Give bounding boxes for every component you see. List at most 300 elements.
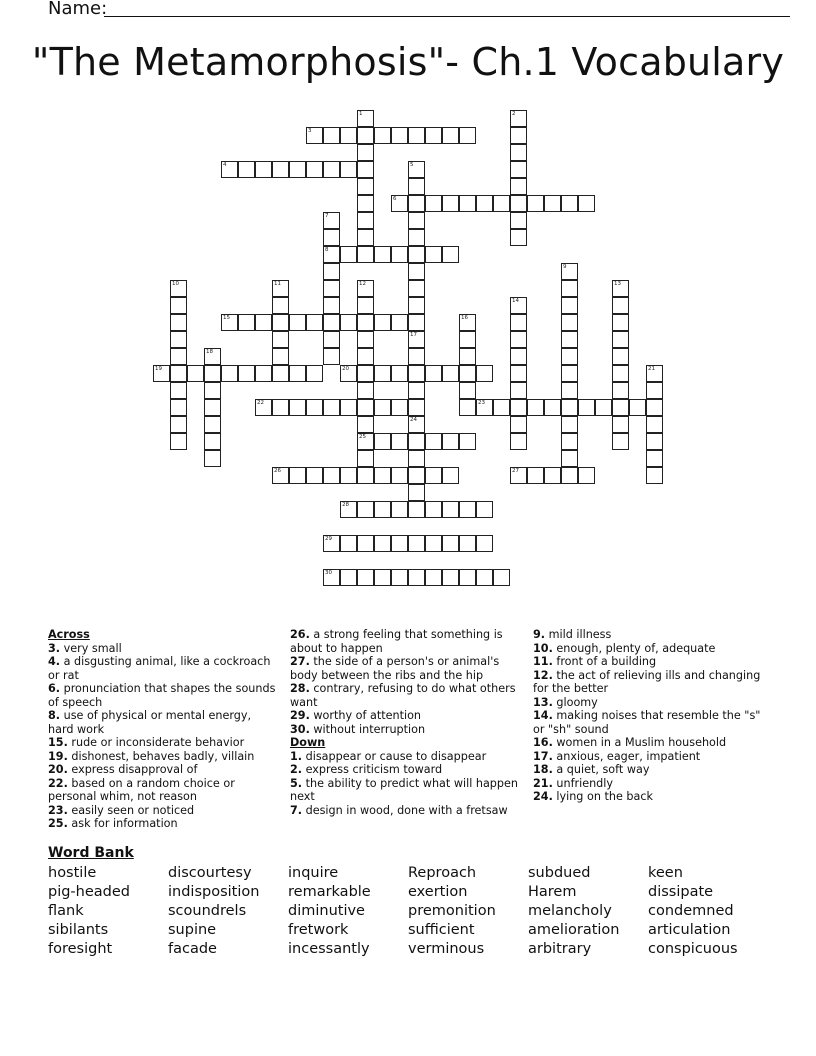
grid-cell: [391, 535, 408, 552]
grid-cell: [425, 501, 442, 518]
clue-number-23: 23: [478, 400, 485, 406]
grid-cell: [442, 535, 459, 552]
grid-cell: [510, 348, 527, 365]
clue-text: a disgusting animal, like a cockroach or rat: [48, 655, 271, 682]
clue-text: a strong feeling that something is about to happen: [290, 628, 503, 655]
grid-cell: [544, 195, 561, 212]
grid-cell: [323, 399, 340, 416]
clue-number-6: 6: [393, 196, 397, 202]
grid-cell: [238, 161, 255, 178]
grid-cell: [510, 331, 527, 348]
word-bank-item: discourtesy: [168, 865, 252, 881]
down-clue: [533, 642, 773, 656]
grid-cell: [459, 127, 476, 144]
down-clue: [533, 777, 773, 791]
grid-cell: [374, 365, 391, 382]
grid-cell: [272, 365, 289, 382]
grid-cell: [357, 161, 374, 178]
grid-cell: [459, 535, 476, 552]
clue-number: 22.: [48, 776, 68, 790]
clue-number: 11.: [533, 655, 553, 668]
grid-cell: [323, 297, 340, 314]
clue-number-22: 22: [257, 400, 264, 406]
clue-text: making noises that resemble the "s" or "sh" sound: [533, 709, 761, 736]
grid-cell: [510, 416, 527, 433]
grid-cell: [255, 161, 272, 178]
grid-cell: [408, 229, 425, 246]
grid-cell: [510, 314, 527, 331]
grid-cell: [408, 535, 425, 552]
word-bank-item: scoundrels: [168, 903, 247, 919]
grid-cell: [544, 399, 561, 416]
clue-number-17: 17: [410, 332, 417, 338]
grid-cell: [612, 365, 629, 382]
grid-cell: [527, 399, 544, 416]
grid-cell: [408, 365, 425, 382]
down-clue: [533, 628, 773, 642]
clue-number: 14.: [533, 709, 553, 722]
clue-number: 19.: [48, 749, 68, 763]
down-clue: [533, 750, 773, 764]
grid-cell: [595, 399, 612, 416]
grid-cell: [374, 569, 391, 586]
grid-cell: [255, 365, 272, 382]
grid-cell: [408, 467, 425, 484]
grid-cell: [408, 263, 425, 280]
grid-cell: [306, 399, 323, 416]
grid-cell: [425, 535, 442, 552]
grid-cell: [374, 399, 391, 416]
clue-number-16: 16: [461, 315, 468, 321]
grid-cell: [255, 314, 272, 331]
grid-cell: [357, 501, 374, 518]
grid-cell: [170, 314, 187, 331]
grid-cell: [561, 297, 578, 314]
clue-number: 7.: [290, 803, 303, 817]
grid-cell: [289, 467, 306, 484]
clue-number-19: 19: [155, 366, 162, 372]
clue-text: women in a Muslim household: [552, 736, 727, 749]
down-clue: [533, 763, 773, 777]
grid-cell: [578, 195, 595, 212]
grid-cell: [391, 399, 408, 416]
across-clue: [290, 709, 522, 723]
grid-cell: [391, 127, 408, 144]
across-clue: [48, 682, 278, 709]
grid-cell: [612, 382, 629, 399]
grid-cell: [374, 127, 391, 144]
down-clue: [290, 804, 522, 818]
word-bank-item: Harem: [528, 884, 577, 900]
grid-cell: [408, 280, 425, 297]
word-bank-item: sibilants: [48, 922, 109, 938]
clue-text: disappear or cause to disappear: [302, 749, 487, 763]
grid-cell: [357, 399, 374, 416]
clue-text: very small: [60, 641, 122, 655]
grid-cell: [340, 569, 357, 586]
grid-cell: [561, 365, 578, 382]
down-clue: [533, 655, 773, 669]
grid-cell: [510, 229, 527, 246]
grid-cell: [272, 297, 289, 314]
clue-text: a quiet, soft way: [552, 763, 650, 776]
grid-cell: [204, 382, 221, 399]
word-bank-item: conspicuous: [648, 941, 738, 957]
grid-cell: [357, 195, 374, 212]
grid-cell: [170, 433, 187, 450]
grid-cell: [357, 382, 374, 399]
grid-cell: [578, 467, 595, 484]
grid-cell: [323, 314, 340, 331]
grid-cell: [340, 314, 357, 331]
grid-cell: [408, 127, 425, 144]
word-bank-item: melancholy: [528, 903, 612, 919]
clue-number-8: 8: [325, 247, 329, 253]
clue-number-1: 1: [359, 111, 363, 117]
grid-cell: [340, 535, 357, 552]
clue-number-14: 14: [512, 298, 519, 304]
grid-cell: [306, 365, 323, 382]
down-clue: [533, 790, 773, 804]
grid-cell: [408, 450, 425, 467]
clue-number-5: 5: [410, 162, 414, 168]
grid-cell: [357, 144, 374, 161]
word-bank-item: hostile: [48, 865, 97, 881]
grid-cell: [561, 433, 578, 450]
grid-cell: [170, 365, 187, 382]
clue-number: 9.: [533, 628, 546, 641]
clue-text: express criticism toward: [302, 763, 443, 776]
grid-cell: [391, 246, 408, 263]
grid-cell: [391, 467, 408, 484]
grid-cell: [306, 314, 323, 331]
word-bank-item: dissipate: [648, 884, 714, 900]
clue-number-29: 29: [325, 536, 332, 542]
grid-cell: [646, 399, 663, 416]
grid-cell: [425, 569, 442, 586]
grid-cell: [374, 501, 391, 518]
word-bank-item: Reproach: [408, 865, 477, 881]
grid-cell: [408, 433, 425, 450]
word-bank-item: foresight: [48, 941, 113, 957]
clue-text: dishonest, behaves badly, villain: [67, 749, 255, 763]
grid-cell: [340, 246, 357, 263]
grid-cell: [238, 314, 255, 331]
grid-cell: [357, 467, 374, 484]
grid-cell: [272, 161, 289, 178]
down-clue: [290, 777, 522, 804]
clue-text: ask for information: [67, 817, 178, 830]
grid-cell: [442, 501, 459, 518]
grid-cell: [476, 195, 493, 212]
across-clue: [290, 723, 522, 737]
clue-text: the side of a person's or animal's body between the ribs and the hip: [290, 655, 500, 682]
clue-number-21: 21: [648, 366, 655, 372]
grid-cell: [408, 399, 425, 416]
across-clue: [290, 628, 522, 655]
down-clue: [290, 763, 522, 777]
grid-cell: [340, 467, 357, 484]
word-bank-item: indisposition: [168, 884, 260, 900]
grid-cell: [527, 467, 544, 484]
clue-text: without interruption: [309, 722, 426, 736]
grid-cell: [374, 314, 391, 331]
grid-cell: [340, 399, 357, 416]
clue-number-24: 24: [410, 417, 417, 423]
word-bank-item: flank: [48, 903, 84, 919]
word-bank-item: inquire: [288, 865, 339, 881]
clue-text: the ability to predict what will happen next: [290, 776, 518, 803]
clue-number: 2.: [290, 763, 303, 776]
grid-cell: [578, 399, 595, 416]
grid-cell: [425, 365, 442, 382]
grid-cell: [476, 501, 493, 518]
grid-cell: [459, 331, 476, 348]
grid-cell: [323, 348, 340, 365]
clue-text: the act of relieving ills and changing for the better: [533, 668, 761, 695]
clue-text: rude or inconsiderate behavior: [67, 736, 245, 749]
grid-cell: [459, 433, 476, 450]
grid-cell: [391, 314, 408, 331]
grid-cell: [289, 161, 306, 178]
clue-number: 15.: [48, 736, 68, 749]
grid-cell: [204, 450, 221, 467]
across-clue: [48, 655, 278, 682]
grid-cell: [510, 433, 527, 450]
down-clue: [533, 696, 773, 710]
grid-cell: [425, 246, 442, 263]
clue-number-20: 20: [342, 366, 349, 372]
grid-cell: [561, 399, 578, 416]
grid-cell: [357, 127, 374, 144]
grid-cell: [561, 416, 578, 433]
grid-cell: [391, 569, 408, 586]
grid-cell: [561, 450, 578, 467]
grid-cell: [187, 365, 204, 382]
grid-cell: [425, 195, 442, 212]
clue-number-2: 2: [512, 111, 516, 117]
clue-number: 24.: [533, 790, 553, 803]
grid-cell: [391, 433, 408, 450]
grid-cell: [357, 212, 374, 229]
grid-cell: [459, 365, 476, 382]
grid-cell: [323, 229, 340, 246]
clue-number-27: 27: [512, 468, 519, 474]
word-bank-title: Word Bank: [48, 845, 134, 861]
clue-number-28: 28: [342, 502, 349, 508]
clue-number-7: 7: [325, 213, 329, 219]
clue-number-25: 25: [359, 434, 366, 440]
clue-number: 27.: [290, 655, 310, 668]
grid-cell: [544, 467, 561, 484]
grid-cell: [357, 246, 374, 263]
down-clue: [533, 669, 773, 696]
grid-cell: [459, 382, 476, 399]
clue-number: 13.: [533, 695, 553, 709]
grid-cell: [272, 331, 289, 348]
clue-number-4: 4: [223, 162, 227, 168]
grid-cell: [646, 382, 663, 399]
clue-number: 26.: [290, 628, 310, 641]
grid-cell: [442, 365, 459, 382]
grid-cell: [408, 348, 425, 365]
grid-cell: [357, 178, 374, 195]
grid-cell: [374, 467, 391, 484]
clue-number: 30.: [290, 722, 310, 736]
grid-cell: [510, 212, 527, 229]
word-bank-item: diminutive: [288, 903, 365, 919]
grid-cell: [442, 433, 459, 450]
clue-text: gloomy: [552, 695, 598, 709]
grid-cell: [408, 484, 425, 501]
clue-number-10: 10: [172, 281, 179, 287]
word-bank-item: condemned: [648, 903, 734, 919]
grid-cell: [493, 399, 510, 416]
clue-text: enough, plenty of, adequate: [552, 641, 716, 655]
across-clue: [290, 682, 522, 709]
grid-cell: [323, 331, 340, 348]
across-clue: [48, 777, 278, 804]
grid-cell: [357, 229, 374, 246]
down-clue: [533, 736, 773, 750]
grid-cell: [374, 433, 391, 450]
grid-cell: [306, 467, 323, 484]
grid-cell: [340, 161, 357, 178]
clue-text: anxious, eager, impatient: [552, 749, 701, 763]
clue-text: easily seen or noticed: [67, 803, 195, 817]
grid-cell: [204, 416, 221, 433]
clue-text: contrary, refusing to do what others want: [290, 682, 516, 709]
clue-number: 12.: [533, 668, 553, 682]
clue-number: 1.: [290, 749, 303, 763]
grid-cell: [629, 399, 646, 416]
grid-cell: [408, 212, 425, 229]
grid-cell: [204, 433, 221, 450]
grid-cell: [459, 569, 476, 586]
grid-cell: [459, 195, 476, 212]
clue-number: 20.: [48, 763, 68, 776]
grid-cell: [357, 348, 374, 365]
grid-cell: [408, 178, 425, 195]
grid-cell: [612, 399, 629, 416]
clue-number: 28.: [290, 682, 310, 695]
grid-cell: [408, 569, 425, 586]
grid-cell: [170, 297, 187, 314]
clue-text: lying on the back: [552, 790, 653, 803]
grid-cell: [510, 144, 527, 161]
grid-cell: [476, 535, 493, 552]
grid-cell: [527, 195, 544, 212]
across-clue: [48, 736, 278, 750]
grid-cell: [646, 450, 663, 467]
grid-cell: [510, 161, 527, 178]
word-bank-item: incessantly: [288, 941, 370, 957]
grid-cell: [204, 365, 221, 382]
grid-cell: [272, 399, 289, 416]
clue-text: worthy of attention: [309, 709, 422, 722]
grid-cell: [272, 314, 289, 331]
grid-cell: [170, 331, 187, 348]
grid-cell: [272, 348, 289, 365]
word-bank-item: supine: [168, 922, 217, 938]
grid-cell: [493, 195, 510, 212]
grid-cell: [612, 416, 629, 433]
clue-number: 16.: [533, 736, 553, 749]
word-bank-item: arbitrary: [528, 941, 592, 957]
grid-cell: [510, 127, 527, 144]
grid-cell: [357, 569, 374, 586]
grid-cell: [561, 195, 578, 212]
word-bank: [48, 864, 768, 959]
clue-number: 23.: [48, 803, 68, 817]
grid-cell: [612, 433, 629, 450]
grid-cell: [323, 263, 340, 280]
grid-cell: [442, 127, 459, 144]
grid-cell: [408, 195, 425, 212]
clue-number: 17.: [533, 749, 553, 763]
grid-cell: [323, 467, 340, 484]
word-bank-item: amelioration: [528, 922, 620, 938]
grid-cell: [357, 416, 374, 433]
grid-cell: [425, 467, 442, 484]
clue-number-15: 15: [223, 315, 230, 321]
grid-cell: [408, 314, 425, 331]
clue-number: 21.: [533, 776, 553, 790]
clue-number: 5.: [290, 776, 303, 790]
grid-cell: [170, 348, 187, 365]
grid-cell: [357, 535, 374, 552]
grid-cell: [204, 399, 221, 416]
grid-cell: [442, 569, 459, 586]
grid-cell: [408, 501, 425, 518]
grid-cell: [357, 297, 374, 314]
across-clue: [290, 655, 522, 682]
across-clue: [48, 750, 278, 764]
clue-number: 10.: [533, 641, 553, 655]
grid-cell: [561, 314, 578, 331]
grid-cell: [289, 314, 306, 331]
clue-number: 29.: [290, 709, 310, 722]
across-clue: [48, 817, 278, 831]
grid-cell: [289, 365, 306, 382]
grid-cell: [357, 314, 374, 331]
grid-cell: [561, 382, 578, 399]
grid-cell: [459, 399, 476, 416]
down-clue: [290, 750, 522, 764]
grid-cell: [561, 467, 578, 484]
grid-cell: [357, 450, 374, 467]
across-clue: [48, 709, 278, 736]
clue-text: front of a building: [552, 655, 657, 668]
page-title: "The Metamorphosis"- Ch.1 Vocabulary: [31, 40, 785, 84]
grid-cell: [493, 569, 510, 586]
across-clue: [48, 804, 278, 818]
grid-cell: [374, 246, 391, 263]
clues-column-2: [290, 628, 522, 817]
clue-number: 8.: [48, 709, 61, 722]
word-bank-item: sufficient: [408, 922, 475, 938]
down-clue: [533, 709, 773, 736]
word-bank-item: verminous: [408, 941, 485, 957]
clue-text: use of physical or mental energy, hard work: [48, 709, 252, 736]
grid-cell: [323, 280, 340, 297]
word-bank-item: subdued: [528, 865, 591, 881]
grid-cell: [391, 365, 408, 382]
grid-cell: [170, 399, 187, 416]
grid-cell: [408, 246, 425, 263]
clue-number-26: 26: [274, 468, 281, 474]
word-bank-item: keen: [648, 865, 683, 881]
